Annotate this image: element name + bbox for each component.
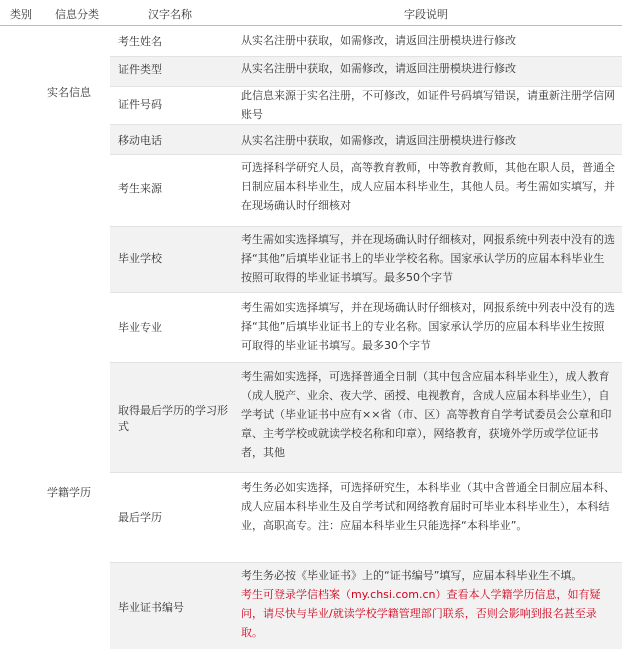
header-description: 字段说明 (404, 8, 448, 21)
header-name: 汉字名称 (148, 8, 192, 21)
field-name: 证件号码 (118, 98, 162, 111)
field-name: 毕业学校 (118, 252, 162, 265)
row-divider (110, 472, 622, 473)
field-name: 最后学历 (118, 511, 162, 524)
field-description: 考生务必如实选择，可选择研究生，本科毕业（其中含普通全日制应届本科、成人应届本科毕业生及自学考试和网络教育届时可毕业本科毕业生），本科结业，高职高专。注：应届本科毕业生只能选择“本科毕业”。 (241, 481, 615, 532)
field-name: 取得最后学历的学习形式 (118, 404, 228, 433)
field-description: 从实名注册中获取，如需修改，请返回注册模块进行修改 (241, 62, 516, 75)
field-name: 移动电话 (118, 134, 162, 147)
table-header (0, 0, 622, 26)
field-name: 证件类型 (118, 63, 162, 76)
field-description: 从实名注册中获取，如需修改，请返回注册模块进行修改 (241, 34, 516, 47)
header-type: 类别 (10, 8, 32, 21)
field-name: 毕业专业 (118, 321, 162, 334)
field-description: 考生务必按《毕业证书》上的“证书编号”填写，应届本科毕业生不填。 (241, 569, 583, 582)
row-divider (110, 154, 622, 155)
field-name: 考生姓名 (118, 35, 162, 48)
field-description: 考生需如实选择，可选择普通全日制（其中包含应届本科毕业生），成人教育（成人脱产、业余、夜大学、函授、电视教育，含成人应届本科毕业生），自学考试（毕业证书中应有××省（市、区）高等教育自学考试委员会公章和印章、主考学校或就读学校名称和印章），网络教育，获境外学历或学位证书者，其他 (241, 370, 612, 459)
row-divider (110, 362, 622, 363)
row-divider (110, 226, 622, 227)
field-description: 此信息来源于实名注册，不可修改，如证件号码填写错误，请重新注册学信网账号 (241, 89, 615, 121)
row-divider (110, 124, 622, 125)
field-description: 考生需如实选择填写，并在现场确认时仔细核对，网报系统中列表中没有的选择“其他”后填毕业证书上的专业名称。国家承认学历的应届本科毕业生按照可取得的毕业证书填写。最多30个字节 (241, 301, 615, 352)
category-education-record: 学籍学历 (47, 486, 91, 499)
field-name: 考生来源 (118, 182, 162, 195)
field-note-warning: 考生可登录学信档案（my.chsi.com.cn）查看本人学籍学历信息，如有疑问，请尽快与毕业/就读学校学籍管理部门联系，否则会影响到报名甚至录取。 (241, 588, 601, 639)
field-description: 从实名注册中获取，如需修改，请返回注册模块进行修改 (241, 134, 516, 147)
field-description: 可选择科学研究人员，高等教育教师，中等教育教师，其他在职人员，普通全日制应届本科毕业生，成人应届本科毕业生，其他人员。考生需如实填写，并在现场确认时仔细核对 (241, 161, 615, 212)
header-category: 信息分类 (55, 8, 99, 21)
row-divider (110, 562, 622, 563)
row-divider (110, 292, 622, 293)
category-real-name-info: 实名信息 (47, 86, 91, 99)
field-name: 毕业证书编号 (118, 601, 184, 614)
field-description: 考生需如实选择填写，并在现场确认时仔细核对，网报系统中列表中没有的选择“其他”后填毕业证书上的毕业学校名称。国家承认学历的应届本科毕业生按照可取得的毕业证书填写。最多50个字节 (241, 233, 615, 284)
row-divider (110, 56, 622, 57)
